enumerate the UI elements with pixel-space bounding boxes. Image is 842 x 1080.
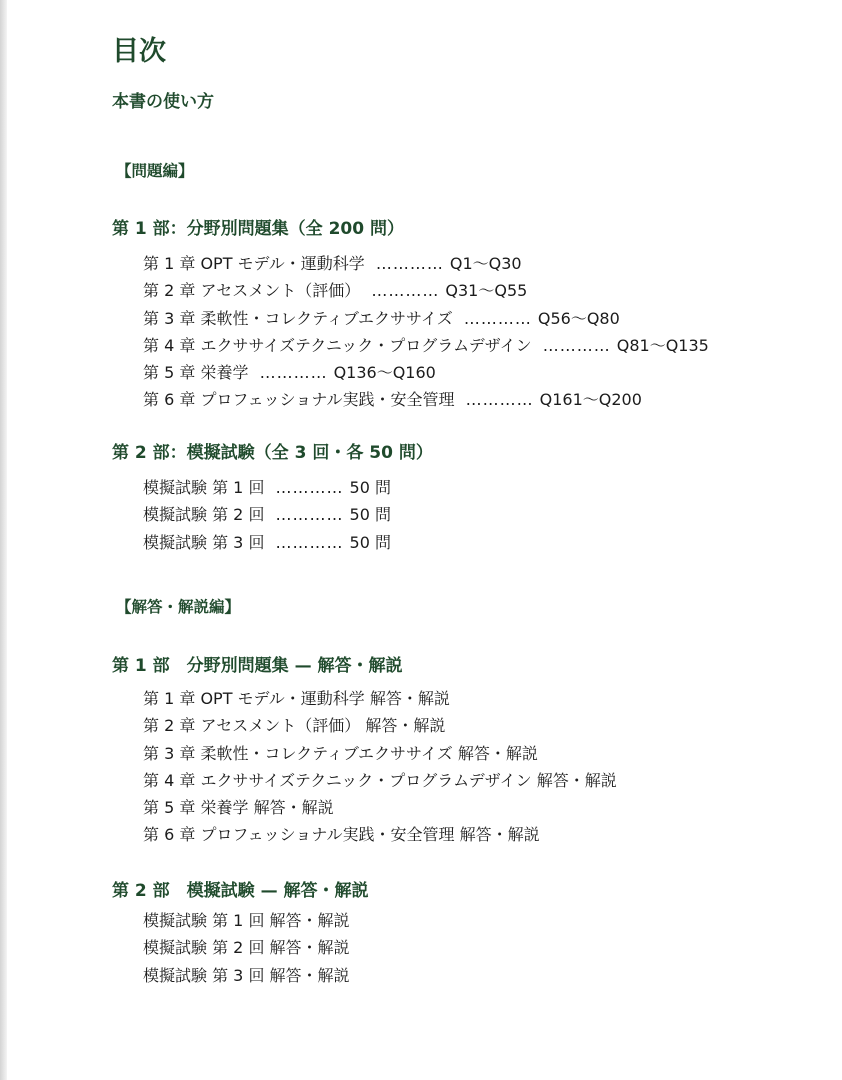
how-to-use-link[interactable]: 本書の使い方 xyxy=(112,92,214,112)
problems-part2-list xyxy=(143,474,391,556)
exam-name: 模擬試験 第 3 回 xyxy=(143,532,265,552)
toc-entry[interactable] xyxy=(143,359,709,386)
exam-name: 模擬試験 第 2 回 xyxy=(143,505,265,525)
answer-label: 解答・解説 xyxy=(269,911,350,930)
chapter-number: 第 3 章 xyxy=(143,308,196,328)
toc-entry[interactable] xyxy=(143,767,617,794)
leader-dots: ………… xyxy=(375,254,444,273)
chapter-title: 栄養学 xyxy=(200,363,249,383)
chapter-title: アセスメント（評価） xyxy=(200,716,361,736)
chapter-number: 第 2 章 xyxy=(143,281,196,301)
question-count: 50 問 xyxy=(349,505,391,525)
problems-section-label: 【問題編】 xyxy=(116,162,194,180)
question-range: Q31〜Q55 xyxy=(445,281,528,301)
toc-entry[interactable] xyxy=(143,907,350,934)
answers-part1-list xyxy=(143,685,617,849)
answer-label: 解答・解説 xyxy=(536,770,617,790)
answer-label: 解答・解説 xyxy=(253,798,334,818)
question-range: Q136〜Q160 xyxy=(333,363,436,383)
toc-entry[interactable] xyxy=(143,740,617,767)
chapter-number: 第 6 章 xyxy=(143,825,196,845)
chapter-number: 第 4 章 xyxy=(143,770,196,790)
chapter-title: プロフェッショナル実践・安全管理 xyxy=(200,825,455,845)
toc-entry[interactable] xyxy=(143,474,391,501)
chapter-number: 第 2 章 xyxy=(143,716,196,736)
answer-label: 解答・解説 xyxy=(459,825,540,845)
chapter-number: 第 1 章 xyxy=(143,689,196,708)
toc-title: 目次 xyxy=(112,36,166,67)
answer-label: 解答・解説 xyxy=(365,716,446,736)
problems-part1-list xyxy=(143,250,709,414)
chapter-title: 柔軟性・コレクティブエクササイズ xyxy=(200,308,453,328)
exam-name: 模擬試験 第 1 回 xyxy=(143,478,265,497)
answer-label: 解答・解説 xyxy=(457,743,538,763)
toc-entry[interactable] xyxy=(143,934,350,961)
leader-dots: ………… xyxy=(259,363,328,383)
chapter-title: エクササイズテクニック・プログラムデザイン xyxy=(200,335,532,355)
chapter-title: OPT モデル・運動科学 xyxy=(200,689,365,708)
toc-entry[interactable] xyxy=(143,332,709,359)
answer-label: 解答・解説 xyxy=(269,965,350,985)
chapter-number: 第 3 章 xyxy=(143,743,196,763)
chapter-number: 第 5 章 xyxy=(143,798,196,818)
answers-part2-list xyxy=(143,907,350,989)
question-count: 50 問 xyxy=(349,532,391,552)
leader-dots: ………… xyxy=(463,308,532,328)
exam-name: 模擬試験 第 3 回 xyxy=(143,965,265,985)
answer-label: 解答・解説 xyxy=(269,938,350,958)
chapter-title: OPT モデル・運動科学 xyxy=(200,254,365,273)
toc-entry[interactable] xyxy=(143,962,350,989)
chapter-number: 第 1 章 xyxy=(143,254,196,273)
toc-entry[interactable] xyxy=(143,685,617,712)
chapter-title: 栄養学 xyxy=(200,798,249,818)
chapter-number: 第 6 章 xyxy=(143,390,196,410)
answers-part2-heading[interactable]: 第 2 部 模擬試験 — 解答・解説 xyxy=(112,881,369,901)
problems-part2-heading[interactable]: 第 2 部：模擬試験（全 3 回・各 50 問） xyxy=(112,443,433,463)
question-range: Q81〜Q135 xyxy=(616,335,709,355)
leader-dots: ………… xyxy=(371,281,440,301)
page-edge-shadow xyxy=(0,0,7,1080)
chapter-number: 第 4 章 xyxy=(143,335,196,355)
leader-dots: ………… xyxy=(542,335,611,355)
chapter-title: 柔軟性・コレクティブエクササイズ xyxy=(200,743,453,763)
chapter-title: エクササイズテクニック・プログラムデザイン xyxy=(200,770,532,790)
leader-dots: ………… xyxy=(275,478,344,497)
toc-entry[interactable] xyxy=(143,501,391,528)
leader-dots: ………… xyxy=(465,390,534,410)
toc-entry[interactable] xyxy=(143,712,617,739)
chapter-title: プロフェッショナル実践・安全管理 xyxy=(200,390,455,410)
question-count: 50 問 xyxy=(349,478,391,497)
question-range: Q56〜Q80 xyxy=(537,308,620,328)
answers-section-label: 【解答・解説編】 xyxy=(116,598,241,616)
exam-name: 模擬試験 第 1 回 xyxy=(143,911,265,930)
answers-part1-heading[interactable]: 第 1 部 分野別問題集 — 解答・解説 xyxy=(112,656,403,676)
toc-entry[interactable] xyxy=(143,794,617,821)
question-range: Q161〜Q200 xyxy=(539,390,642,410)
chapter-number: 第 5 章 xyxy=(143,363,196,383)
answer-label: 解答・解説 xyxy=(369,689,450,708)
leader-dots: ………… xyxy=(275,505,344,525)
leader-dots: ………… xyxy=(275,532,344,552)
toc-entry[interactable] xyxy=(143,529,391,556)
toc-entry[interactable] xyxy=(143,305,709,332)
toc-entry[interactable] xyxy=(143,821,617,848)
question-range: Q1〜Q30 xyxy=(449,254,522,273)
chapter-title: アセスメント（評価） xyxy=(200,281,361,301)
toc-entry[interactable] xyxy=(143,277,709,304)
toc-entry[interactable] xyxy=(143,386,709,413)
problems-part1-heading[interactable]: 第 1 部：分野別問題集（全 200 問） xyxy=(112,219,404,239)
toc-entry[interactable] xyxy=(143,250,709,277)
exam-name: 模擬試験 第 2 回 xyxy=(143,938,265,958)
